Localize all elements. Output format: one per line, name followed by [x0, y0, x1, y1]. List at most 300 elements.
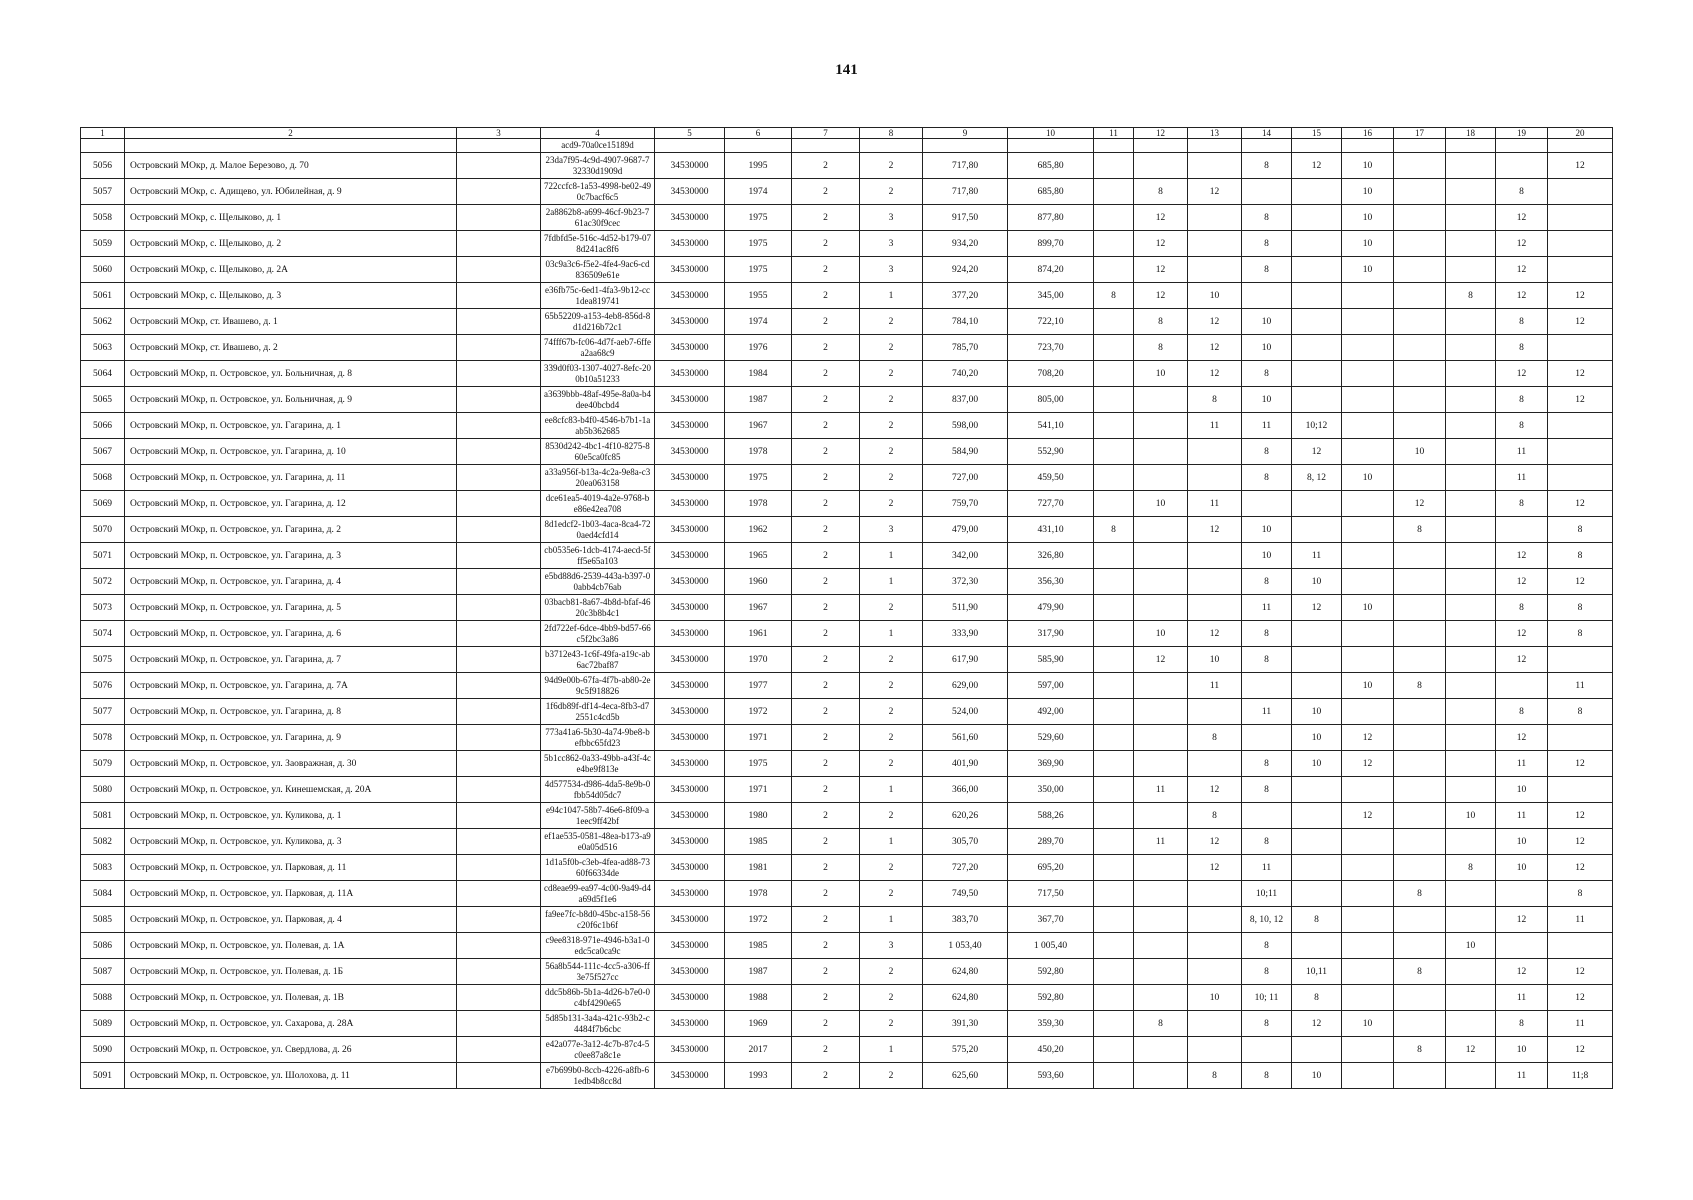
cell-oktmo: 34530000: [655, 725, 725, 751]
table-row: [81, 153, 1613, 179]
cell-col-20: [1548, 725, 1613, 751]
cell-col-17: [1394, 907, 1446, 933]
cell-col-11: [1094, 361, 1134, 387]
cell-empty: [81, 139, 125, 153]
cell-col-15: [1292, 881, 1342, 907]
cell-year-built: 1975: [725, 205, 792, 231]
cell-entrances-count: 1: [860, 777, 923, 803]
cell-col-15: 10: [1292, 699, 1342, 725]
cell-oktmo: 34530000: [655, 985, 725, 1011]
cell-address: Островский МОкр, п. Островское, ул. Гагарина, д. 8: [125, 699, 457, 725]
cell-entrances-count: 1: [860, 569, 923, 595]
cell-address: Островский МОкр, п. Островское, ул. Полевая, д. 1А: [125, 933, 457, 959]
cell-col-18: [1446, 829, 1496, 855]
cell-row-id: 5065: [81, 387, 125, 413]
cell-col-3: [457, 361, 541, 387]
cell-floors-count: 2: [792, 491, 860, 517]
cell-row-id: 5073: [81, 595, 125, 621]
cell-col-18: [1446, 751, 1496, 777]
cell-col-18: [1446, 673, 1496, 699]
cell-col-15: [1292, 777, 1342, 803]
cell-entrances-count: 2: [860, 673, 923, 699]
cell-col-14: 10; 11: [1242, 985, 1292, 1011]
cell-col-3: [457, 283, 541, 309]
cell-col-19: 11: [1496, 465, 1548, 491]
cell-col-20: 8: [1548, 621, 1613, 647]
cell-col-16: [1342, 907, 1394, 933]
cell-entrances-count: 1: [860, 283, 923, 309]
cell-guid: a33a956f-b13a-4c2a-9e8a-c320ea063158: [541, 465, 655, 491]
cell-col-18: [1446, 595, 1496, 621]
cell-living-area: 593,60: [1008, 1063, 1094, 1089]
cell-col-18: [1446, 907, 1496, 933]
cell-row-id: 5077: [81, 699, 125, 725]
cell-col-18: [1446, 361, 1496, 387]
cell-col-14: 10: [1242, 517, 1292, 543]
cell-col-13: 12: [1188, 309, 1242, 335]
cell-entrances-count: 2: [860, 179, 923, 205]
cell-col-19: 10: [1496, 855, 1548, 881]
cell-col-16: [1342, 361, 1394, 387]
cell-oktmo: 34530000: [655, 1037, 725, 1063]
cell-col-13: 8: [1188, 387, 1242, 413]
cell-address: Островский МОкр, п. Островское, ул. Сахарова, д. 28А: [125, 1011, 457, 1037]
cell-floors-count: 2: [792, 725, 860, 751]
cell-col-13: 12: [1188, 829, 1242, 855]
cell-row-id: 5074: [81, 621, 125, 647]
cell-year-built: 1974: [725, 179, 792, 205]
cell-entrances-count: 2: [860, 725, 923, 751]
cell-col-20: 12: [1548, 569, 1613, 595]
column-number-18: 18: [1446, 128, 1496, 139]
table-row: [81, 309, 1613, 335]
cell-col-14: 11: [1242, 413, 1292, 439]
cell-col-13: 12: [1188, 335, 1242, 361]
cell-floors-count: 2: [792, 387, 860, 413]
table-row: [81, 647, 1613, 673]
cell-col-12: 10: [1134, 361, 1188, 387]
cell-year-built: 1993: [725, 1063, 792, 1089]
cell-col-17: [1394, 387, 1446, 413]
cell-col-19: 8: [1496, 387, 1548, 413]
cell-col-11: [1094, 335, 1134, 361]
cell-guid: b3712e43-1c6f-49fa-a19c-ab6ac72baf87: [541, 647, 655, 673]
cell-row-id: 5059: [81, 231, 125, 257]
cell-oktmo: 34530000: [655, 179, 725, 205]
cell-col-13: 12: [1188, 777, 1242, 803]
cell-col-13: 11: [1188, 413, 1242, 439]
cell-total-area: 377,20: [923, 283, 1008, 309]
cell-row-id: 5080: [81, 777, 125, 803]
cell-total-area: 924,20: [923, 257, 1008, 283]
cell-col-11: [1094, 153, 1134, 179]
cell-col-3: [457, 881, 541, 907]
cell-col-17: 12: [1394, 491, 1446, 517]
cell-col-14: 8, 10, 12: [1242, 907, 1292, 933]
cell-oktmo: 34530000: [655, 283, 725, 309]
cell-col-15: [1292, 517, 1342, 543]
cell-col-11: [1094, 829, 1134, 855]
cell-col-11: [1094, 231, 1134, 257]
cell-col-13: 12: [1188, 179, 1242, 205]
cell-col-13: 11: [1188, 673, 1242, 699]
cell-col-13: [1188, 205, 1242, 231]
cell-address: Островский МОкр, п. Островское, ул. Куликова, д. 1: [125, 803, 457, 829]
cell-living-area: 529,60: [1008, 725, 1094, 751]
cell-col-15: 10: [1292, 751, 1342, 777]
cell-empty: [655, 139, 725, 153]
cell-col-17: [1394, 231, 1446, 257]
cell-year-built: 1955: [725, 283, 792, 309]
cell-col-20: 11: [1548, 1011, 1613, 1037]
cell-col-20: [1548, 465, 1613, 491]
cell-col-19: 11: [1496, 985, 1548, 1011]
cell-address: Островский МОкр, п. Островское, ул. Кинешемская, д. 20А: [125, 777, 457, 803]
cell-col-3: [457, 179, 541, 205]
cell-col-16: 10: [1342, 179, 1394, 205]
cell-col-15: 11: [1292, 543, 1342, 569]
cell-col-18: [1446, 1063, 1496, 1089]
cell-guid: 2a8862b8-a699-46cf-9b23-761ac30f9cec: [541, 205, 655, 231]
cell-guid: cd8eae99-ea97-4c00-9a49-d4a69d5f1e6: [541, 881, 655, 907]
cell-col-17: [1394, 595, 1446, 621]
cell-floors-count: 2: [792, 699, 860, 725]
cell-total-area: 785,70: [923, 335, 1008, 361]
cell-address: Островский МОкр, с. Щелыково, д. 3: [125, 283, 457, 309]
cell-living-area: 359,30: [1008, 1011, 1094, 1037]
column-number-15: 15: [1292, 128, 1342, 139]
cell-col-11: [1094, 491, 1134, 517]
cell-address: Островский МОкр, п. Островское, ул. Заовражная, д. 30: [125, 751, 457, 777]
cell-row-id: 5091: [81, 1063, 125, 1089]
cell-col-15: 10;12: [1292, 413, 1342, 439]
cell-oktmo: 34530000: [655, 543, 725, 569]
table-row: [81, 465, 1613, 491]
cell-col-20: 12: [1548, 855, 1613, 881]
cell-guid: ee8cfc83-b4f0-4546-b7b1-1aab5b362685: [541, 413, 655, 439]
cell-floors-count: 2: [792, 517, 860, 543]
cell-total-area: 837,00: [923, 387, 1008, 413]
cell-col-18: [1446, 387, 1496, 413]
cell-address: Островский МОкр, п. Островское, ул. Гагарина, д. 3: [125, 543, 457, 569]
column-number-6: 6: [725, 128, 792, 139]
cell-oktmo: 34530000: [655, 751, 725, 777]
cell-address: Островский МОкр, п. Островское, ул. Больничная, д. 8: [125, 361, 457, 387]
cell-col-18: 8: [1446, 283, 1496, 309]
cell-floors-count: 2: [792, 257, 860, 283]
cell-oktmo: 34530000: [655, 153, 725, 179]
cell-living-area: 326,80: [1008, 543, 1094, 569]
column-number-12: 12: [1134, 128, 1188, 139]
cell-total-area: 917,50: [923, 205, 1008, 231]
cell-guid: 23da7f95-4c9d-4907-9687-732330d1909d: [541, 153, 655, 179]
cell-col-18: [1446, 309, 1496, 335]
cell-col-16: 10: [1342, 205, 1394, 231]
cell-col-17: [1394, 933, 1446, 959]
cell-floors-count: 2: [792, 907, 860, 933]
cell-col-18: [1446, 725, 1496, 751]
cell-col-3: [457, 387, 541, 413]
cell-living-area: 877,80: [1008, 205, 1094, 231]
cell-col-14: 8: [1242, 933, 1292, 959]
cell-empty: [860, 139, 923, 153]
cell-entrances-count: 2: [860, 751, 923, 777]
cell-floors-count: 2: [792, 1037, 860, 1063]
cell-row-id: 5075: [81, 647, 125, 673]
cell-row-id: 5082: [81, 829, 125, 855]
cell-row-id: 5062: [81, 309, 125, 335]
cell-total-area: 740,20: [923, 361, 1008, 387]
cell-floors-count: 2: [792, 413, 860, 439]
cell-col-13: [1188, 257, 1242, 283]
table-row: [81, 985, 1613, 1011]
cell-col-11: [1094, 413, 1134, 439]
cell-col-18: [1446, 543, 1496, 569]
cell-col-12: 10: [1134, 491, 1188, 517]
cell-entrances-count: 1: [860, 829, 923, 855]
cell-living-area: 588,26: [1008, 803, 1094, 829]
cell-col-12: 11: [1134, 777, 1188, 803]
cell-total-area: 624,80: [923, 959, 1008, 985]
cell-col-14: 8: [1242, 153, 1292, 179]
cell-col-14: 8: [1242, 621, 1292, 647]
cell-guid: e94c1047-58b7-46e6-8f09-a1eec9ff42bf: [541, 803, 655, 829]
cell-entrances-count: 2: [860, 647, 923, 673]
cell-col-14: 10: [1242, 335, 1292, 361]
cell-col-15: [1292, 205, 1342, 231]
cell-entrances-count: 2: [860, 439, 923, 465]
cell-col-17: [1394, 309, 1446, 335]
cell-col-11: [1094, 673, 1134, 699]
cell-guid: 339d0f03-1307-4027-8efc-200b10a51233: [541, 361, 655, 387]
cell-col-16: [1342, 569, 1394, 595]
cell-total-area: 333,90: [923, 621, 1008, 647]
cell-row-id: 5058: [81, 205, 125, 231]
cell-col-16: 10: [1342, 673, 1394, 699]
cell-col-18: [1446, 231, 1496, 257]
cell-col-16: 10: [1342, 595, 1394, 621]
cell-col-18: [1446, 517, 1496, 543]
cell-col-15: [1292, 491, 1342, 517]
cell-floors-count: 2: [792, 647, 860, 673]
cell-col-13: [1188, 543, 1242, 569]
cell-col-18: [1446, 569, 1496, 595]
cell-guid: 65b52209-a153-4eb8-856d-8d1d216b72c1: [541, 309, 655, 335]
cell-col-15: 8: [1292, 907, 1342, 933]
table-row: [81, 569, 1613, 595]
cell-living-area: 459,50: [1008, 465, 1094, 491]
table-row: [81, 335, 1613, 361]
cell-col-19: [1496, 517, 1548, 543]
cell-guid: 03c9a3c6-f5e2-4fe4-9ac6-cd836509e61e: [541, 257, 655, 283]
cell-floors-count: 2: [792, 1063, 860, 1089]
cell-col-16: 12: [1342, 803, 1394, 829]
cell-entrances-count: 1: [860, 621, 923, 647]
cell-col-14: 8: [1242, 257, 1292, 283]
cell-total-area: 479,00: [923, 517, 1008, 543]
cell-col-12: [1134, 725, 1188, 751]
cell-col-12: [1134, 517, 1188, 543]
cell-floors-count: 2: [792, 959, 860, 985]
cell-year-built: 2017: [725, 1037, 792, 1063]
cell-col-12: [1134, 855, 1188, 881]
cell-total-area: 1 053,40: [923, 933, 1008, 959]
cell-col-3: [457, 231, 541, 257]
cell-col-15: [1292, 621, 1342, 647]
cell-oktmo: 34530000: [655, 959, 725, 985]
column-number-9: 9: [923, 128, 1008, 139]
cell-col-11: [1094, 881, 1134, 907]
cell-row-id: 5089: [81, 1011, 125, 1037]
cell-year-built: 1981: [725, 855, 792, 881]
cell-col-16: [1342, 777, 1394, 803]
cell-col-11: [1094, 387, 1134, 413]
cell-col-19: 12: [1496, 361, 1548, 387]
cell-col-19: 8: [1496, 413, 1548, 439]
cell-col-11: [1094, 1037, 1134, 1063]
cell-address: Островский МОкр, п. Островское, ул. Парковая, д. 11А: [125, 881, 457, 907]
cell-col-17: [1394, 179, 1446, 205]
cell-living-area: 479,90: [1008, 595, 1094, 621]
cell-living-area: 450,20: [1008, 1037, 1094, 1063]
cell-floors-count: 2: [792, 465, 860, 491]
cell-living-area: 899,70: [1008, 231, 1094, 257]
cell-col-16: [1342, 517, 1394, 543]
cell-col-19: 12: [1496, 621, 1548, 647]
cell-address: Островский МОкр, п. Островское, ул. Гагарина, д. 6: [125, 621, 457, 647]
cell-col-13: [1188, 751, 1242, 777]
column-number-11: 11: [1094, 128, 1134, 139]
table-row: [81, 751, 1613, 777]
cell-floors-count: 2: [792, 933, 860, 959]
cell-col-12: 12: [1134, 205, 1188, 231]
cell-col-16: 10: [1342, 1011, 1394, 1037]
cell-total-area: 561,60: [923, 725, 1008, 751]
cell-col-18: [1446, 647, 1496, 673]
cell-col-19: 8: [1496, 595, 1548, 621]
cell-col-11: [1094, 465, 1134, 491]
cell-col-19: 10: [1496, 777, 1548, 803]
cell-col-3: [457, 543, 541, 569]
cell-col-3: [457, 309, 541, 335]
cell-row-id: 5063: [81, 335, 125, 361]
cell-oktmo: 34530000: [655, 1063, 725, 1089]
cell-empty: [1446, 139, 1496, 153]
cell-total-area: 727,00: [923, 465, 1008, 491]
cell-col-12: 12: [1134, 231, 1188, 257]
cell-total-area: 629,00: [923, 673, 1008, 699]
cell-year-built: 1975: [725, 751, 792, 777]
cell-guid: 5d85b131-3a4a-421c-93b2-c4484f7b6cbc: [541, 1011, 655, 1037]
cell-col-16: [1342, 283, 1394, 309]
cell-oktmo: 34530000: [655, 309, 725, 335]
cell-year-built: 1985: [725, 829, 792, 855]
cell-col-3: [457, 777, 541, 803]
cell-entrances-count: 2: [860, 803, 923, 829]
cell-oktmo: 34530000: [655, 803, 725, 829]
cell-col-12: [1134, 907, 1188, 933]
cell-guid: a3639bbb-48af-495e-8a0a-b4dee40bcbd4: [541, 387, 655, 413]
cell-address: Островский МОкр, п. Островское, ул. Гагарина, д. 5: [125, 595, 457, 621]
cell-col-14: [1242, 1037, 1292, 1063]
cell-col-15: 12: [1292, 595, 1342, 621]
cell-col-18: [1446, 413, 1496, 439]
cell-row-id: 5079: [81, 751, 125, 777]
cell-empty: [1242, 139, 1292, 153]
table-row: [81, 361, 1613, 387]
cell-entrances-count: 3: [860, 517, 923, 543]
cell-living-area: 727,70: [1008, 491, 1094, 517]
cell-col-3: [457, 933, 541, 959]
cell-guid: 773a41a6-5b30-4a74-9be8-befbbc65fd23: [541, 725, 655, 751]
cell-col-14: 10: [1242, 543, 1292, 569]
cell-row-id: 5085: [81, 907, 125, 933]
cell-col-13: [1188, 439, 1242, 465]
cell-col-19: [1496, 933, 1548, 959]
cell-entrances-count: 3: [860, 933, 923, 959]
cell-col-17: [1394, 803, 1446, 829]
cell-living-area: 592,80: [1008, 985, 1094, 1011]
cell-col-3: [457, 725, 541, 751]
cell-col-15: 8: [1292, 985, 1342, 1011]
cell-year-built: 1972: [725, 907, 792, 933]
cell-total-area: 524,00: [923, 699, 1008, 725]
cell-year-built: 1971: [725, 777, 792, 803]
cell-entrances-count: 2: [860, 881, 923, 907]
cell-row-id: 5071: [81, 543, 125, 569]
column-number-19: 19: [1496, 128, 1548, 139]
cell-living-area: 356,30: [1008, 569, 1094, 595]
cell-year-built: 1985: [725, 933, 792, 959]
cell-total-area: 624,80: [923, 985, 1008, 1011]
cell-col-3: [457, 439, 541, 465]
cell-col-19: 12: [1496, 283, 1548, 309]
table-row: [81, 413, 1613, 439]
cell-row-id: 5069: [81, 491, 125, 517]
cell-col-19: 11: [1496, 1063, 1548, 1089]
cell-floors-count: 2: [792, 855, 860, 881]
cell-total-area: 391,30: [923, 1011, 1008, 1037]
cell-living-area: 597,00: [1008, 673, 1094, 699]
cell-col-12: [1134, 985, 1188, 1011]
table-row: [81, 543, 1613, 569]
cell-col-13: [1188, 231, 1242, 257]
cell-col-18: 8: [1446, 855, 1496, 881]
cell-year-built: 1967: [725, 595, 792, 621]
cell-col-13: 10: [1188, 647, 1242, 673]
cell-col-12: 8: [1134, 309, 1188, 335]
cell-guid: 74fff67b-fc06-4d7f-aeb7-6ffea2aa68c9: [541, 335, 655, 361]
cell-col-15: 12: [1292, 439, 1342, 465]
cell-col-14: 8: [1242, 1063, 1292, 1089]
cell-col-15: [1292, 1037, 1342, 1063]
cell-oktmo: 34530000: [655, 569, 725, 595]
cell-col-14: 8: [1242, 1011, 1292, 1037]
table-row: [81, 881, 1613, 907]
cell-guid: 94d9e00b-67fa-4f7b-ab80-2e9c5f918826: [541, 673, 655, 699]
cell-col-13: 10: [1188, 985, 1242, 1011]
cell-col-17: 8: [1394, 881, 1446, 907]
cell-col-15: [1292, 309, 1342, 335]
cell-col-13: [1188, 569, 1242, 595]
cell-row-id: 5064: [81, 361, 125, 387]
cell-floors-count: 2: [792, 673, 860, 699]
cell-col-3: [457, 647, 541, 673]
cell-col-13: 8: [1188, 1063, 1242, 1089]
cell-col-13: 11: [1188, 491, 1242, 517]
cell-floors-count: 2: [792, 829, 860, 855]
cell-col-15: [1292, 829, 1342, 855]
